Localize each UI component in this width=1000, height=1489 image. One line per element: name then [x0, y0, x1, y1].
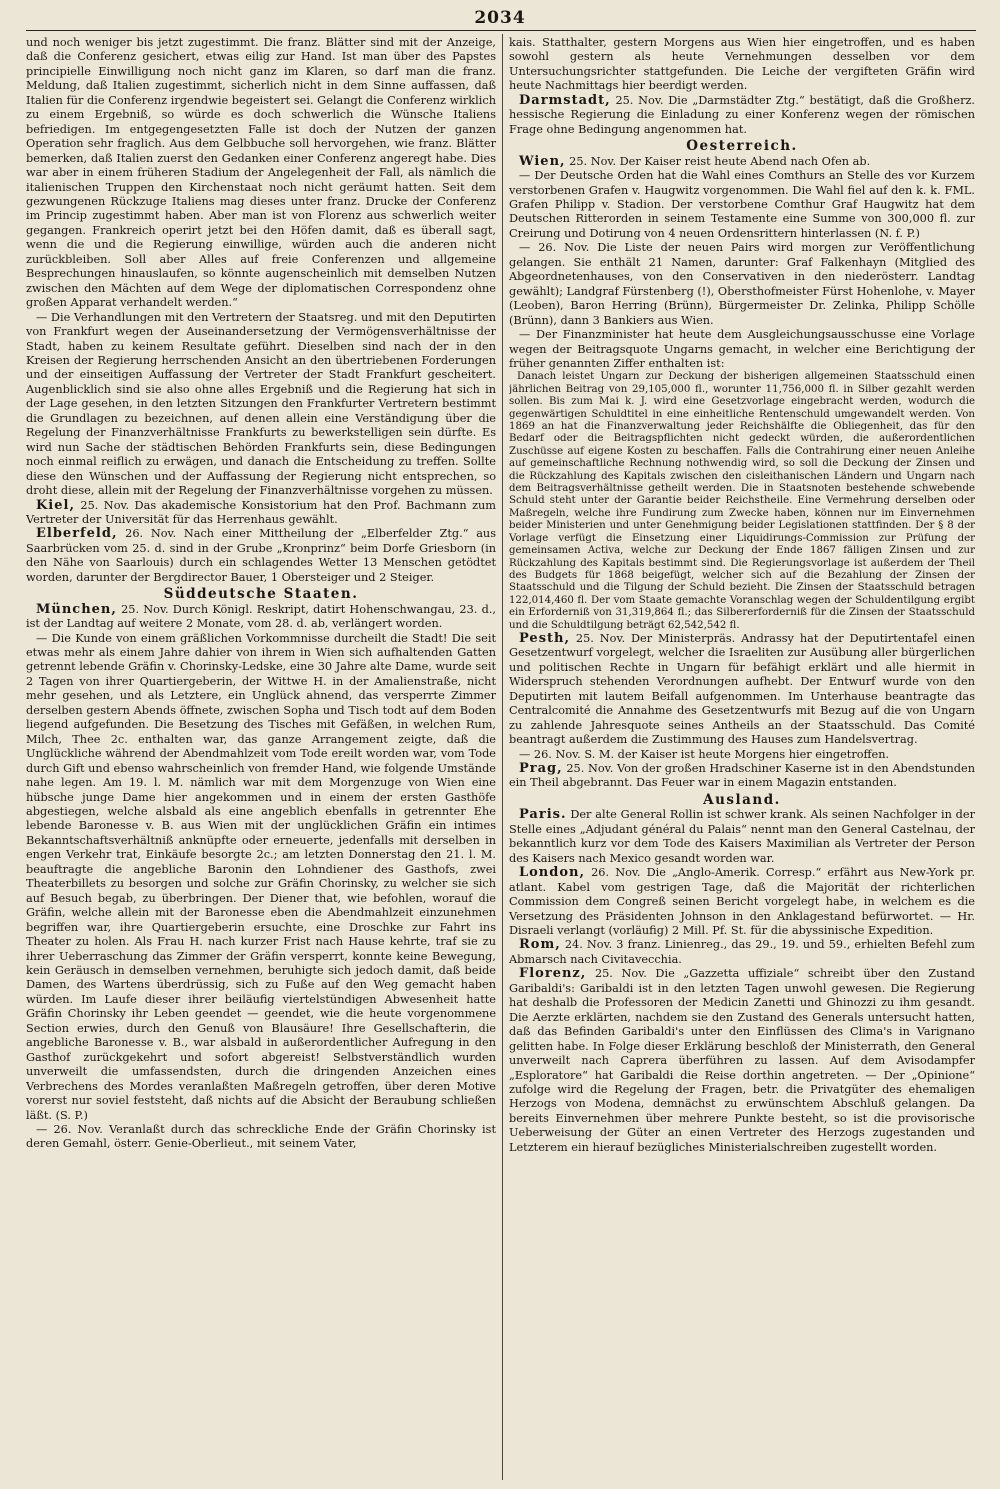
right-column [509, 36, 975, 1481]
news-item-prag [509, 762, 975, 791]
dateline-place: Pesth, [519, 630, 570, 646]
section-heading-sueddeutsche: Süddeutsche Staaten. [163, 586, 359, 603]
dateline-place: Darmstadt, [519, 92, 611, 108]
dateline-place: München, [36, 601, 117, 617]
article-paragraph: — Der Deutsche Orden hat die Wahl eines Comthurs an Stelle des vor Kurzem verstorbenen Grafen v. Haugwitz vorgenommen. Die Wahl fiel auf den k. k. FML. Grafen Philipp v. Stadion. Der verstorbene Comthur Graf Haugwitz hat dem Deutschen Ritterorden in seinem Testamente eine Summe von 300,000 fl. zur Creirung und Dotirung von 4 neuen Ordensrittern hinterlassen (N. f. P.) [509, 169, 975, 240]
dateline-text: 25. Nov. Durch Königl. Reskript, datirt Hohenschwangau, 23. d., ist der Landtag auf weitere 2 Monate, vom 28. d. ab, verlängert worden. [26, 602, 496, 631]
news-item-elberfeld [26, 527, 496, 585]
section-heading-ausland: Ausland. [703, 791, 781, 808]
dateline-text: 25. Nov. Von der großen Hradschiner Kaserne ist in den Abendstunden ein Theil abgebrannt. Das Feuer war in einem Magazin entstanden. [509, 762, 975, 790]
dateline-text: Der alte General Rollin ist schwer krank. Als seinen Nachfolger in der Stelle eines „Adjudant général du Palais“ nennt man den General Castelnau, der bekanntlich kurz vor dem Tode des Kaisers Maximilian als Vertreter der Person des Kaisers nach Mexico gesandt worden war. [509, 808, 975, 865]
article-paragraph: und noch weniger bis jetzt zugestimmt. Die franz. Blätter sind mit der Anzeige, daß die Conferenz gesichert, etwas eilig zur Hand. Ist man über des Papstes principielle Einwilligung noch nicht ganz im Klaren, so darf man die franz. Meldung, daß Italien zugestimmt, sicherlich nicht in dem Sinne auffassen, daß Italien für die Conferenz irgendwie begeistert sei. Gelangt die Conferenz wirklich zu einem Ergebniß, so würde es doch schwerlich die Wünsche Italiens befriedigen. Im entgegengesetzten Falle ist doch der Nutzen der ganzen Operation sehr fraglich. Aus dem Gelbbuche soll hervorgehen, wie franz. Blätter bemerken, daß Italien zuerst den Gedanken einer Conferenz angeregt habe. Dies war aber in einem früheren Stadium der Angelegenheit der Fall, als nämlich die italienischen Truppen den Kirchenstaat noch nicht geräumt hatten. Seit dem gezwungenen Rückzuge Italiens mag dieses unter franz. Drucke der Conferenz im Princip zugestimmt haben. Aber man ist von Florenz aus schwerlich weiter gegangen. Frankreich operirt jetzt bei den Höfen damit, daß es überall sagt, wenn die und die Regierung einwillige, würden auch die anderen nicht zurückbleiben. Soll aber Alles auf freie Conferenzen und allgemeine Besprechungen hinauslaufen, so könnte augenscheinlich mit demselben Nutzen zwischen den Mächten auf dem Wege der diplomatischen Correspondenz ohne großen Apparat verhandelt werden.“ [26, 36, 496, 310]
news-item-paris [509, 808, 975, 866]
dateline-text: 25. Nov. Der Ministerpräs. Andrassy hat der Deputirtentafel einen Gesetzentwurf vorgelegt, welcher die Israeliten zur Ausübung aller bürgerlichen und politischen Rechte in Ungarn für befähigt erklärt und alle hiermit in Widerspruch stehenden Verordnungen aufhebt. Der Entwurf wurde von den Deputirten mit lautem Beifall aufgenommen. Im Unterhause beantragte das Centralcomité die Annahme des Gesetzentwurfs mit Bezug auf die von Ungarn zu zahlende Jahresquote seines Antheils an der Staatsschuld. Das Comité beantragt außerdem die Zustimmung des Hauses zum Handelsvertrag. [509, 631, 975, 747]
news-item-kiel [26, 499, 496, 528]
news-item-wien [509, 155, 975, 169]
article-quote-small: Danach leistet Ungarn zur Deckung der bisherigen allgemeinen Staatsschuld einen jährlichen Beitrag von 29,105,000 fl., worunter 11,756,000 fl. in Silber gezahlt werden sollen. Bis zum Mai k. J. wird eine Gesetzvorlage eingebracht werden, wodurch die gegenwärtigen Schuldtitel in eine einheitliche Rentenschuld umgewandelt werden. Von 1869 an hat die Finanzverwaltung jeder Reichshälfte die Obliegenheit, das für den Bedarf oder die Beitragspflichten nicht gedeckt würden, die außerordentlichen Zuschüsse auf eigene Kosten zu beschaffen. Falls die Contrahirung einer neuen Anleihe auf gemeinschaftliche Rechnung nothwendig wird, so soll die Deckung der Zinsen und die Rückzahlung des Kapitals zwischen den cisleithanischen Ländern und Ungarn nach dem Beitragsverhältnisse getheilt werden. Die in Staatsnoten bestehende schwebende Schuld steht unter der Garantie beider Reichstheile. Eine Vermehrung derselben oder Maßregeln, welche ihre Fundirung zum Zwecke haben, können nur im Einvernehmen beider Ministerien und unter Genehmigung beider Legislationen stattfinden. Der § 8 der Vorlage verfügt die Einsetzung einer Liquidirungs-Commission zur Prüfung der gemeinsamen Activa, welche zur Deckung der Ende 1867 fälligen Zinsen und zur Rückzahlung des Kapitals bestimmt sind. Die Regierungsvorlage ist außerdem der Theil des Budgets für 1868 beigefügt, welcher sich auf die Bezahlung der Zinsen der Staatsschuld und die Tilgung der Schuld bezieht. Die Zinsen der Staatsschuld betragen 122,014,460 fl. Der vom Staate gemachte Voranschlag wegen der Schuldentilgung ergibt ein Erforderniß von 31,319,864 fl.; das Silbererforderniß für die Zinsen der Staatsschuld und die Schuldtilgung beträgt 62,542,542 fl. [509, 371, 975, 631]
article-paragraph: — Die Verhandlungen mit den Vertretern der Staatsreg. und mit den Deputirten von Frankfurt wegen der Auseinandersetzung der Vermögensverhältnisse der Stadt, haben zu keinem Resultate geführt. Dieselben sind nach der in den Kreisen der Regierung herrschenden Ansicht an den übertriebenen Forderungen und der einseitigen Auffassung der Vertreter der Stadt Frankfurt gescheitert. Augenblicklich sind sie also ohne alles Ergebniß und die Regierung hat sich in der Lage gesehen, in den letzten Sitzungen den Frankfurter Vertretern bestimmt die Grundlagen zu bezeichnen, auf denen allein eine Verständigung über die Regelung der Finanzverhältnisse Frankfurts zu bewerkstelligen sein dürfte. Es wird nun Sache der städtischen Behörden Frankfurts sein, diese Bedingungen noch einmal reiflich zu erwägen, und danach die Entscheidung zu treffen. Sollte diese den Wünschen und der Auffassung der Regierung nicht entsprechen, so droht diese, allein mit der Regelung der Finanzverhältnisse vorgehen zu müssen. [26, 310, 496, 498]
dateline-text: 24. Nov. 3 franz. Linienreg., das 29., 19. und 59., erhielten Befehl zum Abmarsch nach Civitavecchia. [509, 938, 975, 966]
dateline-text: 25. Nov. Das akademische Konsistorium hat den Prof. Bachmann zum Vertreter der Universität für das Herrenhaus gewählt. [26, 498, 496, 526]
page-number: 2034 [474, 8, 526, 28]
article-paragraph: — 26. Nov. S. M. der Kaiser ist heute Morgens hier eingetroffen. [519, 747, 890, 761]
article-paragraph: — Der Finanzminister hat heute dem Ausgleichungsausschusse eine Vorlage wegen der Beitragsquote Ungarns gemacht, in welcher eine Berichtigung der früher genannten Ziffer enthalten ist: [509, 328, 975, 370]
article-paragraph: — 26. Nov. Die Liste der neuen Pairs wird morgen zur Veröffentlichung gelangen. Sie enthält 21 Namen, darunter: Graf Falkenhayn (Mitglied des Abgeordnetenhauses, von den Conservativen in den niederösterr. Landtag gewählt); Landgraf Fürstenberg (!), Obersthofmeister Fürst Hohenlohe, v. Mayer (Leoben), Baron Herring (Brünn), Bürgermeister Dr. Zelinka, Philipp Schölle (Brünn), dann 3 Bankiers aus Wien. [509, 241, 975, 327]
dateline-place: Rom, [519, 937, 561, 953]
header-rule [26, 30, 976, 31]
news-item-pesth [509, 632, 975, 748]
left-column [26, 36, 496, 1481]
news-item-rom [509, 938, 975, 967]
dateline-text: 26. Nov. Nach einer Mittheilung der „Elberfelder Ztg.“ aus Saarbrücken vom 25. d. sind in der Grube „Kronprinz“ beim Dorfe Griesborn (in den Nähe von Saarlouis) durch ein schlagendes Wetter 13 Menschen getödtet worden, darunter der Bergdirector Bauer, 1 Obersteiger und 2 Steiger. [26, 527, 496, 584]
dateline-place: Wien, [519, 153, 566, 169]
article-paragraph: — Die Kunde von einem gräßlichen Vorkommnisse durcheilt die Stadt! Die seit etwas mehr als einem Jahre dahier von ihrem in Wien sich aufhaltenden Gatten getrennt lebende Gräfin v. Chorinsky-Ledske, eine 30 Jahre alte Dame, wurde seit 2 Tagen von ihrer Quartiergeberin, der Wittwe H. in der Amalienstraße, nicht mehr gesehen, und als Letztere, ein Unglück ahnend, das versperrte Zimmer derselben gestern Abends öffnete, zwischen Sopha und Tisch todt auf dem Boden liegend aufgefunden. Die Besetzung des Tisches mit Gefäßen, in welchen Rum, Milch, Thee 2c. enthalten war, das ganze Arrangement zeigte, daß die Unglückliche während der Abendmahlzeit vom Tode ereilt worden war, vom Tode durch Gift und ebenso wahrscheinlich von fremder Hand, wie folgende Umstände nahe legen. Am 19. l. M. nämlich war mit dem Morgenzuge von Wien eine hübsche junge Dame hier angekommen und in einem der ersten Gasthöfe abgestiegen, welche alsbald als eine angeblich ebenfalls in getrennter Ehe lebende Baronesse v. B. aus Wien mit der unglücklichen Gräfin ein intimes Bekanntschaftsverhältniß anknüpfte oder erneuerte, jedenfalls mit derselben in engen Verkehr trat, Einkäufe besorgte 2c.; am letzten Donnerstag den 21. l. M. beauftragte die angebliche Baronin den Lohndiener des Gasthofs, zwei Theaterbillets zu besorgen und solche zur Gräfin Chorinsky, zu welcher sie sich auf Besuch begab, zu überbringen. Der Diener that, wie befohlen, worauf die Gräfin, welche allein mit der Baronesse eben die Abendmahlzeit einzunehmen begriffen war, ihre Quartiergeberin ersuchte, eine Droschke zur Fahrt ins Theater zu holen. Als Frau H. nach kurzer Frist nach Hause kehrte, traf sie zu ihrer Ueberraschung das Zimmer der Gräfin versperrt, konnte keine Bewegung, kein Geräusch in demselben vernehmen, beruhigte sich jedoch damit, daß beide Damen, des Wartens überdrüssig, sich zu Fuße auf den Weg gemacht haben würden. Im Laufe dieser ihrer beiläufig viertelstündigen Abwesenheit hatte Gräfin Chorinsky ihr Leben geendet — geendet, wie die heute vorgenommene Section erwies, durch den Genuß von Blausäure! Ihre Gesellschafterin, die angebliche Baronesse v. B., war alsbald in außerordentlicher Aufregung in den Gasthof zurückgekehrt und sofort abgereist! Selbstverständlich wurden unverweilt die umfassendsten, durch die dringenden Anzeichen eines Verbrechens des Mordes veranlaßten Maßregeln getroffen, über deren Motive vorerst nur soviel feststeht, daß nichts auf die Absicht der Beraubung schließen läßt. (S. P.) [26, 631, 496, 1122]
article-paragraph: kais. Statthalter, gestern Morgens aus Wien hier eingetroffen, und es haben sowohl gestern als heute Vernehmungen desselben vor dem Untersuchungsrichter stattgefunden. Die Leiche der vergifteten Gräfin wird heute Nachmittags hier beerdigt werden. [509, 36, 975, 93]
dateline-place: Prag, [519, 761, 563, 777]
dateline-text: 25. Nov. Die „Darmstädter Ztg.“ bestätigt, daß die Großherz. hessische Regierung die Einladung zu einer Konferenz wegen der römischen Frage ohne Bedingung angenommen hat. [509, 93, 975, 136]
column-divider [502, 34, 503, 1480]
news-item-darmstadt [509, 94, 975, 137]
article-paragraph: — 26. Nov. Veranlaßt durch das schreckliche Ende der Gräfin Chorinsky ist deren Gemahl, österr. Genie-Oberlieut., mit seinem Vater, [26, 1122, 496, 1151]
dateline-text: 25. Nov. Der Kaiser reist heute Abend nach Ofen ab. [569, 154, 871, 168]
dateline-place: London, [519, 865, 586, 881]
news-item-london [509, 866, 975, 938]
dateline-text: 26. Nov. Die „Anglo-Amerik. Corresp.“ erfährt aus New-York pr. atlant. Kabel vom gestrigen Tage, daß die Majorität der richterlichen Commission dem Congreß seinen Bericht vorgelegt habe, in welchem es die Versetzung des Präsidenten Johnson in den Anklagestand befürwortet. — Hr. Disraeli verlangt (vorläufig) 2 Mill. Pf. St. für die abyssinische Expedition. [509, 866, 975, 938]
dateline-place: Elberfeld, [36, 526, 118, 542]
news-item-florenz [509, 967, 975, 1155]
dateline-place: Kiel, [36, 497, 75, 513]
dateline-place: Florenz, [519, 966, 587, 982]
dateline-place: Paris. [519, 807, 567, 823]
section-heading-oesterreich: Oesterreich. [686, 138, 798, 155]
dateline-text: 25. Nov. Die „Gazzetta uffiziale“ schreibt über den Zustand Garibaldi's: Garibaldi ist in den letzten Tagen unwohl gewesen. Die Regierung hat deshalb die Professoren der Medicin Zanetti und Ghinozzi zu ihm gesandt. Die Aerzte erklärten, nachdem sie den Zustand des Generals untersucht hatten, daß das Befinden Garibaldi's unter den Einflüssen des Clima's in Varignano gelitten habe. In Folge dieser Erklärung beschloß der Ministerrath, den General unverweilt nach Caprera überführen zu lassen. Auf dem Avisodampfer „Esploratore“ hat Garibaldi die Reise dorthin angetreten. — Der „Opinione“ zufolge wird die Regelung der Fragen, betr. die Privatgüter des ehemaligen Herzogs von Modena, demnächst zu erwünschtem Abschluß gelangen. Da bereits Einvernehmen über mehrere Punkte besteht, so ist die provisorische Ueberweisung der Güter an einen Vertreter des Herzogs zugestanden und Letzterem ein hierauf bezügliches Ministerialschreiben zugestellt worden. [509, 967, 975, 1154]
news-item-muenchen [26, 603, 496, 632]
